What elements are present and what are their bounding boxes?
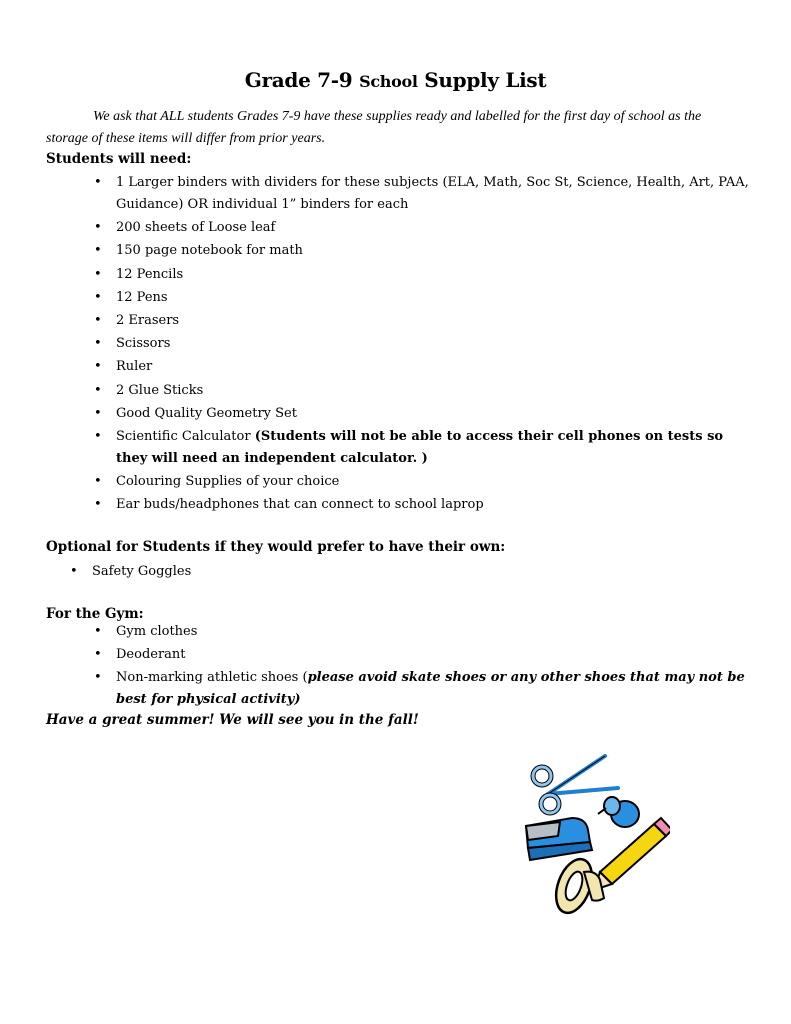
page-title <box>0 68 791 92</box>
bullet-icon: • <box>94 497 102 513</box>
title-end: Supply List <box>417 68 547 92</box>
list-item <box>94 333 756 355</box>
tape-roll-icon <box>549 854 604 918</box>
school-supplies-clipart-icon <box>520 752 670 922</box>
list-item-text: Good Quality Geometry Set <box>116 405 297 421</box>
gym-list <box>94 621 756 713</box>
bullet-icon: • <box>94 405 102 421</box>
bullet-icon: • <box>70 564 78 579</box>
gym-heading: For the Gym: <box>46 606 144 622</box>
list-item-text: Safety Goggles <box>92 564 192 579</box>
list-item <box>94 667 756 711</box>
title-main: Grade 7-9 <box>244 68 360 92</box>
list-item <box>94 356 756 378</box>
bullet-icon: • <box>94 382 102 398</box>
bullet-icon: • <box>94 624 102 639</box>
list-item <box>94 264 756 286</box>
calculator-note: (Students will not be able to access their cell phones on tests so they will need an independent calculator. ) <box>116 428 724 466</box>
list-item <box>94 644 756 666</box>
list-item <box>94 471 756 493</box>
bullet-icon: • <box>94 336 102 352</box>
list-item-text: 150 page notebook for math <box>116 243 303 259</box>
intro-text: We ask that ALL students Grades 7-9 have these supplies ready and labelled for the first day of school as the storage of these items will differ from prior years. <box>46 109 702 146</box>
list-item-text: Scientific Calculator <box>116 428 255 444</box>
list-item <box>94 380 756 402</box>
bullet-icon: • <box>94 428 102 444</box>
intro-paragraph <box>46 106 746 150</box>
bullet-icon: • <box>94 289 102 305</box>
stapler-icon <box>526 818 592 860</box>
list-item-text: Non-marking athletic shoes ( <box>116 670 308 686</box>
bullet-icon: • <box>94 243 102 259</box>
list-item-text: 2 Glue Sticks <box>116 382 204 398</box>
bullet-icon: • <box>94 175 102 190</box>
list-item-text: 200 sheets of Loose leaf <box>116 220 276 236</box>
closing-message: Have a great summer! We will see you in the fall! <box>46 712 419 728</box>
pencil-icon <box>594 818 670 890</box>
list-item <box>94 426 756 470</box>
list-item-text: Ruler <box>116 359 153 375</box>
optional-heading: Optional for Students if they would prefer to have their own: <box>46 539 506 555</box>
list-item-text: Scissors <box>116 336 171 352</box>
list-item <box>94 403 756 425</box>
list-item-text: Colouring Supplies of your choice <box>116 474 340 490</box>
bullet-icon: • <box>94 359 102 375</box>
students-heading: Students will need: <box>46 151 192 167</box>
list-item <box>94 217 756 239</box>
list-item-text: 1 Larger binders with dividers for these subjects (ELA, Math, Soc St, Science, Health, Art, PAA, Guidance) OR individual 1” binders for each <box>116 175 749 212</box>
list-item <box>94 494 756 516</box>
students-list <box>94 172 756 517</box>
bullet-icon: • <box>94 647 102 663</box>
bullet-icon: • <box>94 670 102 686</box>
bullet-icon: • <box>94 474 102 490</box>
bullet-icon: • <box>94 220 102 236</box>
list-item <box>94 240 756 262</box>
title-school: School <box>359 72 418 91</box>
list-item-text: Ear buds/headphones that can connect to school laprop <box>116 497 484 513</box>
optional-list <box>70 561 732 584</box>
list-item <box>94 172 756 216</box>
list-item-text: Deoderant <box>116 647 186 663</box>
list-item-text: 12 Pencils <box>116 266 184 282</box>
list-item-text: 12 Pens <box>116 289 168 305</box>
list-item <box>94 310 756 332</box>
bullet-icon: • <box>94 266 102 282</box>
list-item <box>94 287 756 309</box>
shoes-note: please avoid skate shoes or any other shoes that may not be best for physical activity) <box>116 670 745 708</box>
bullet-icon: • <box>94 312 102 328</box>
list-item-text: Gym clothes <box>116 624 198 639</box>
push-pin-icon <box>598 797 639 827</box>
list-item <box>70 561 732 583</box>
list-item <box>94 621 756 643</box>
list-item-text: 2 Erasers <box>116 312 180 328</box>
